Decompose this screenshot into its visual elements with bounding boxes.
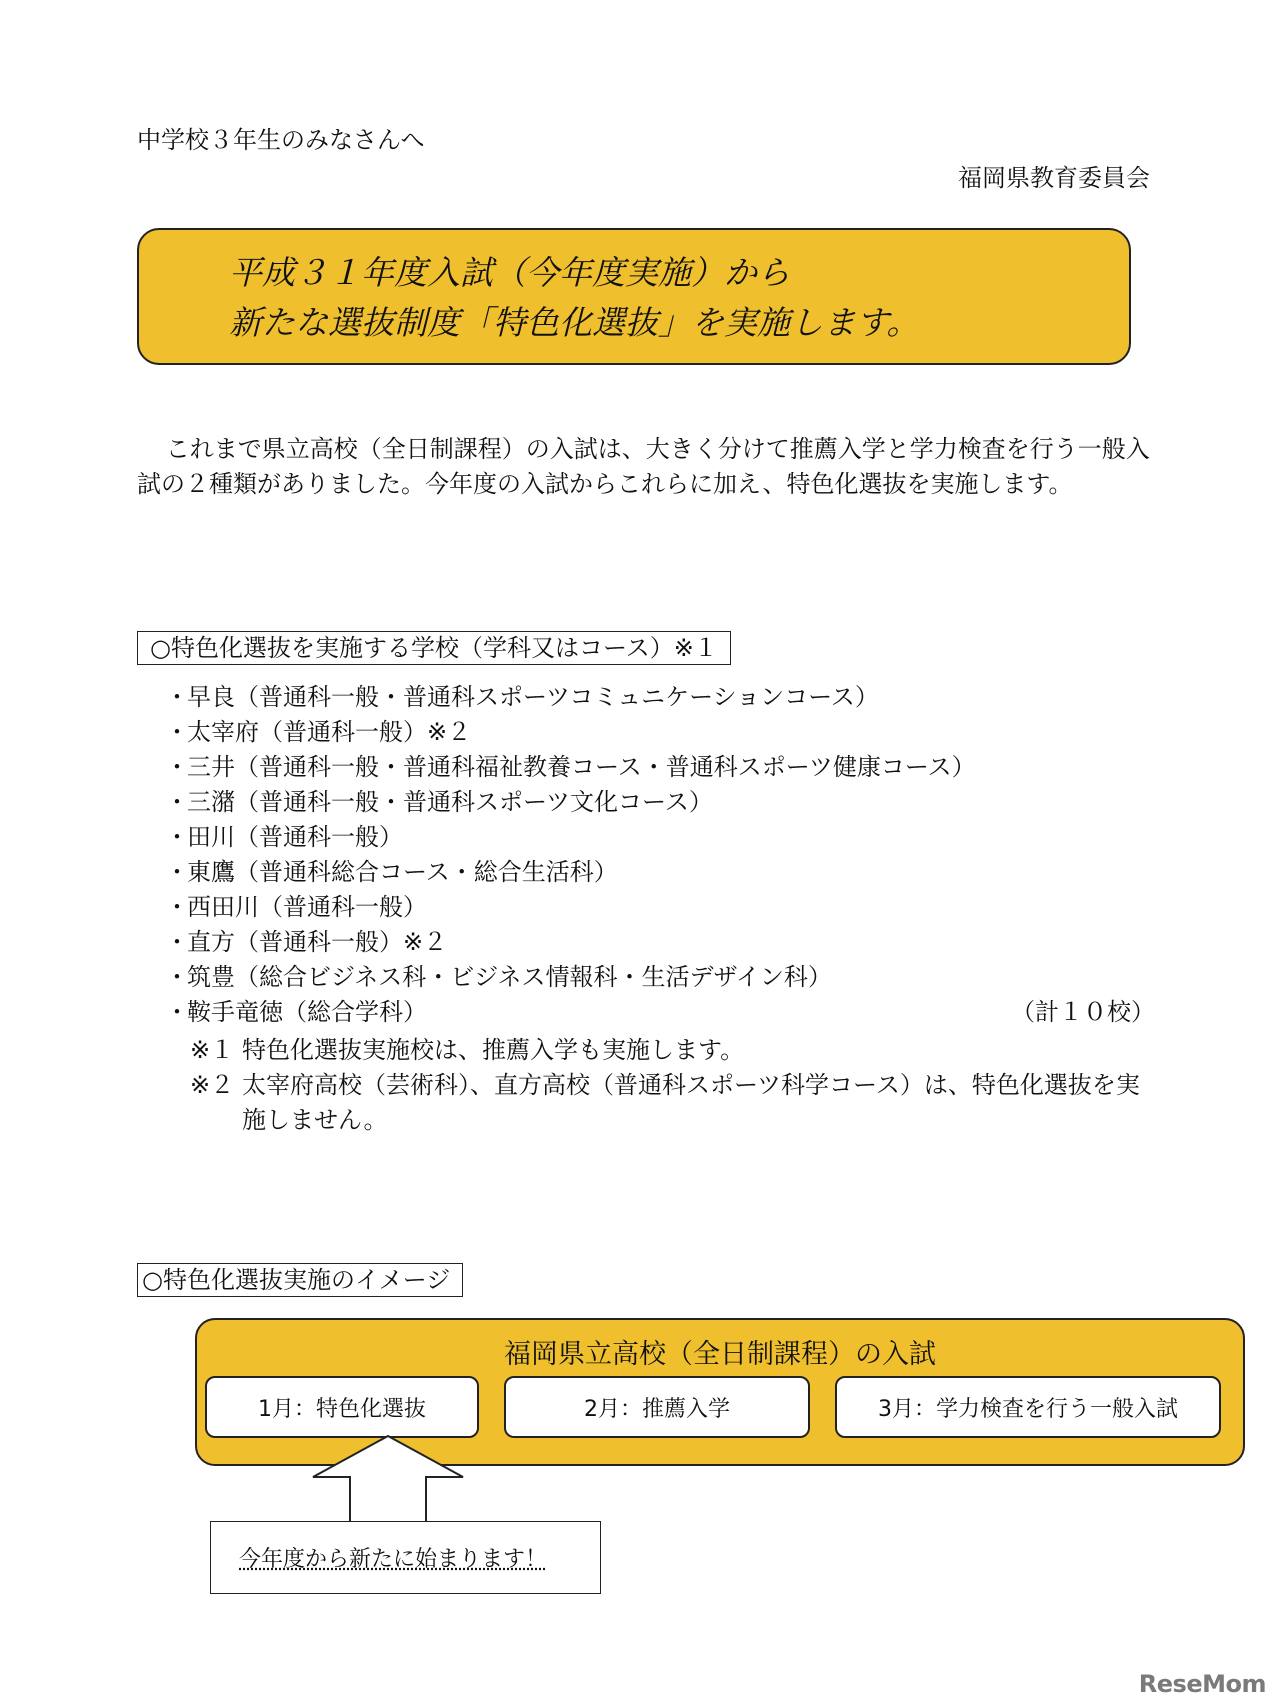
watermark-logo: ReseMom — [1138, 1670, 1266, 1698]
list-item: ・早良（普通科一般・普通科スポーツコミュニケーションコース） — [165, 683, 879, 711]
schools-heading-wrap — [137, 628, 731, 663]
image-heading: ○特色化選抜実施のイメージ — [137, 1263, 463, 1297]
stage-march: 3月：学力検査を行う一般入試 — [835, 1376, 1221, 1438]
image-heading-wrap — [137, 1260, 463, 1295]
stage-february: 2月：推薦入学 — [504, 1376, 810, 1438]
title-box — [137, 228, 1131, 365]
list-item: ・太宰府（普通科一般）※２ — [165, 718, 472, 746]
list-item: ・直方（普通科一般）※２ — [165, 928, 448, 956]
notes — [190, 1033, 1155, 1138]
title-line-2: 新たな選抜制度「特色化選抜」を実施します。 — [229, 303, 920, 342]
note-2 — [190, 1068, 1155, 1138]
school-list — [165, 680, 1155, 1030]
up-arrow-icon — [298, 1435, 478, 1525]
list-item: ・東鷹（普通科総合コース・総合生活科） — [165, 858, 618, 886]
school-total: （計１０校） — [1011, 998, 1155, 1026]
stage-january: 1月：特色化選抜 — [205, 1376, 479, 1438]
new-this-year-callout: 今年度から新たに始まります！ — [210, 1521, 601, 1594]
note-mark: ※１ — [190, 1036, 235, 1064]
note-text: 太宰府高校（芸術科）、直方高校（普通科スポーツ科学コース）は、特色化選抜を実施しません。 — [242, 1071, 1140, 1134]
intro-paragraph: これまで県立高校（全日制課程）の入試は、大きく分けて推薦入学と学力検査を行う一般入試の２種類がありました。今年度の入試からこれらに加え、特色化選抜を実施します。 — [137, 435, 1150, 498]
schools-heading: ○特色化選抜を実施する学校（学科又はコース）※１ — [137, 631, 731, 665]
list-item: ・三井（普通科一般・普通科福祉教養コース・普通科スポーツ健康コース） — [165, 753, 976, 781]
list-item: ・三潴（普通科一般・普通科スポーツ文化コース） — [165, 788, 713, 816]
list-item: ・西田川（普通科一般） — [165, 893, 427, 921]
note-mark: ※２ — [190, 1071, 235, 1099]
list-item: ・鞍手竜徳（総合学科） （計１０校） — [165, 995, 1155, 1030]
greeting: 中学校３年生のみなさんへ — [137, 126, 425, 154]
note-1 — [190, 1033, 1155, 1068]
list-item: ・筑豊（総合ビジネス科・ビジネス情報科・生活デザイン科） — [165, 963, 832, 991]
note-text: 特色化選抜実施校は、推薦入学も実施します。 — [242, 1036, 745, 1064]
diagram-title: 福岡県立高校（全日制課程）の入試 — [504, 1339, 936, 1370]
issuer: 福岡県教育委員会 — [958, 164, 1150, 192]
title-line-1: 平成３１年度入試（今年度実施）から — [229, 253, 790, 292]
list-item: ・田川（普通科一般） — [165, 823, 403, 851]
